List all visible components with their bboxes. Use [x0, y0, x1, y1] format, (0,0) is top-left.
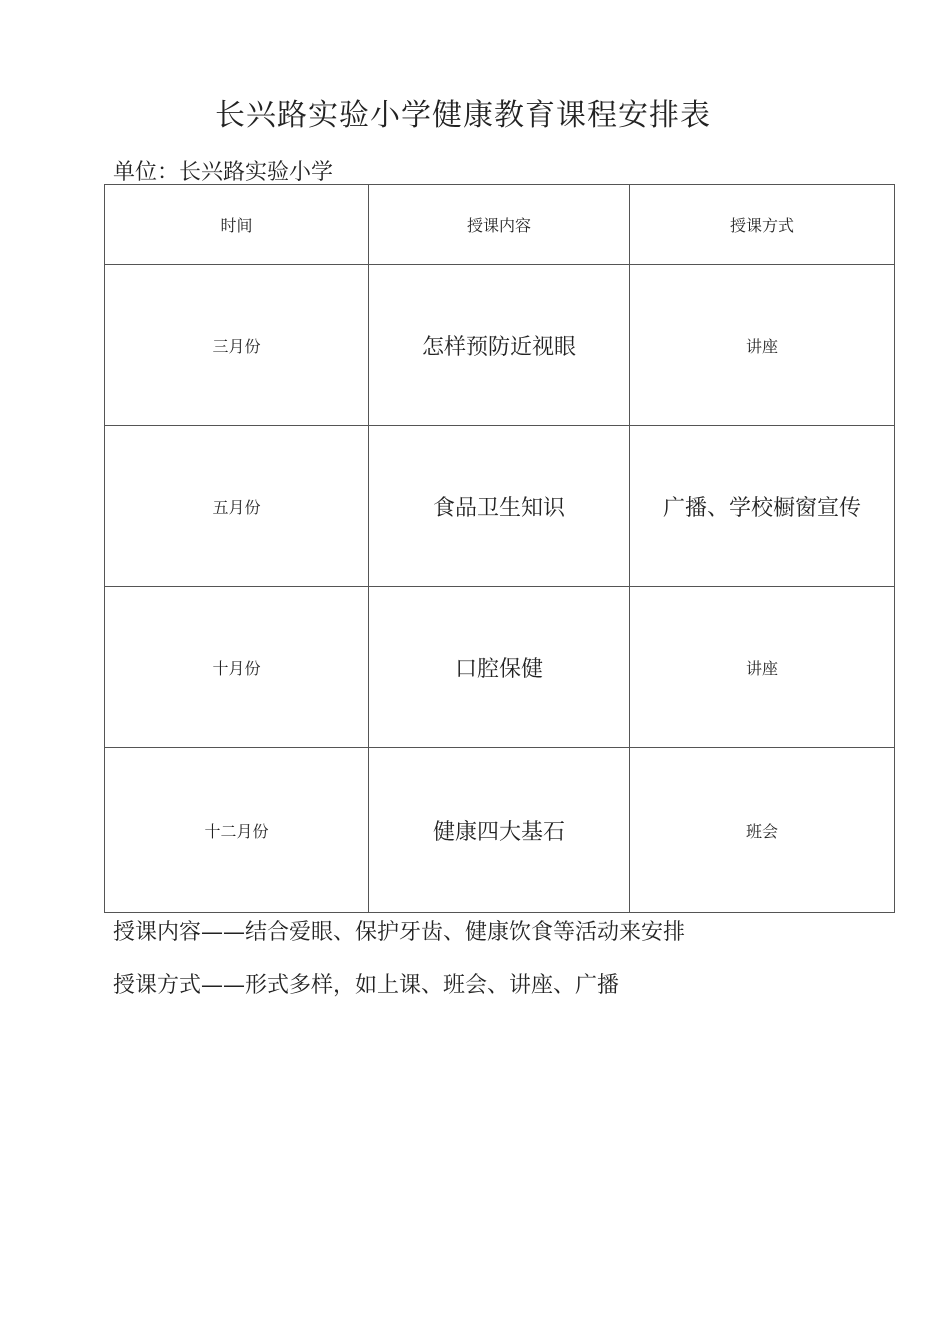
note-method: 授课方式——形式多样，如上课、班会、讲座、广播 [113, 973, 620, 998]
cell-method: 广播、学校橱窗宣传 [630, 426, 895, 587]
schedule-table [104, 184, 895, 913]
cell-time: 十月份 [105, 587, 369, 748]
document-title: 长兴路实验小学健康教育课程安排表 [215, 98, 711, 133]
table-header-row [105, 185, 895, 265]
unit-line: 单位：长兴路实验小学 [113, 160, 334, 185]
table-row [105, 748, 895, 913]
cell-content: 食品卫生知识 [369, 426, 630, 587]
cell-content: 怎样预防近视眼 [369, 265, 630, 426]
header-method: 授课方式 [630, 185, 895, 265]
cell-method: 讲座 [630, 587, 895, 748]
cell-method: 班会 [630, 748, 895, 913]
cell-method: 讲座 [630, 265, 895, 426]
cell-time: 三月份 [105, 265, 369, 426]
cell-time: 十二月份 [105, 748, 369, 913]
cell-content: 健康四大基石 [369, 748, 630, 913]
header-content: 授课内容 [369, 185, 630, 265]
cell-content: 口腔保健 [369, 587, 630, 748]
cell-time: 五月份 [105, 426, 369, 587]
table-row [105, 265, 895, 426]
table-row [105, 587, 895, 748]
header-time: 时间 [105, 185, 369, 265]
note-content: 授课内容——结合爱眼、保护牙齿、健康饮食等活动来安排 [113, 920, 686, 945]
table-row [105, 426, 895, 587]
